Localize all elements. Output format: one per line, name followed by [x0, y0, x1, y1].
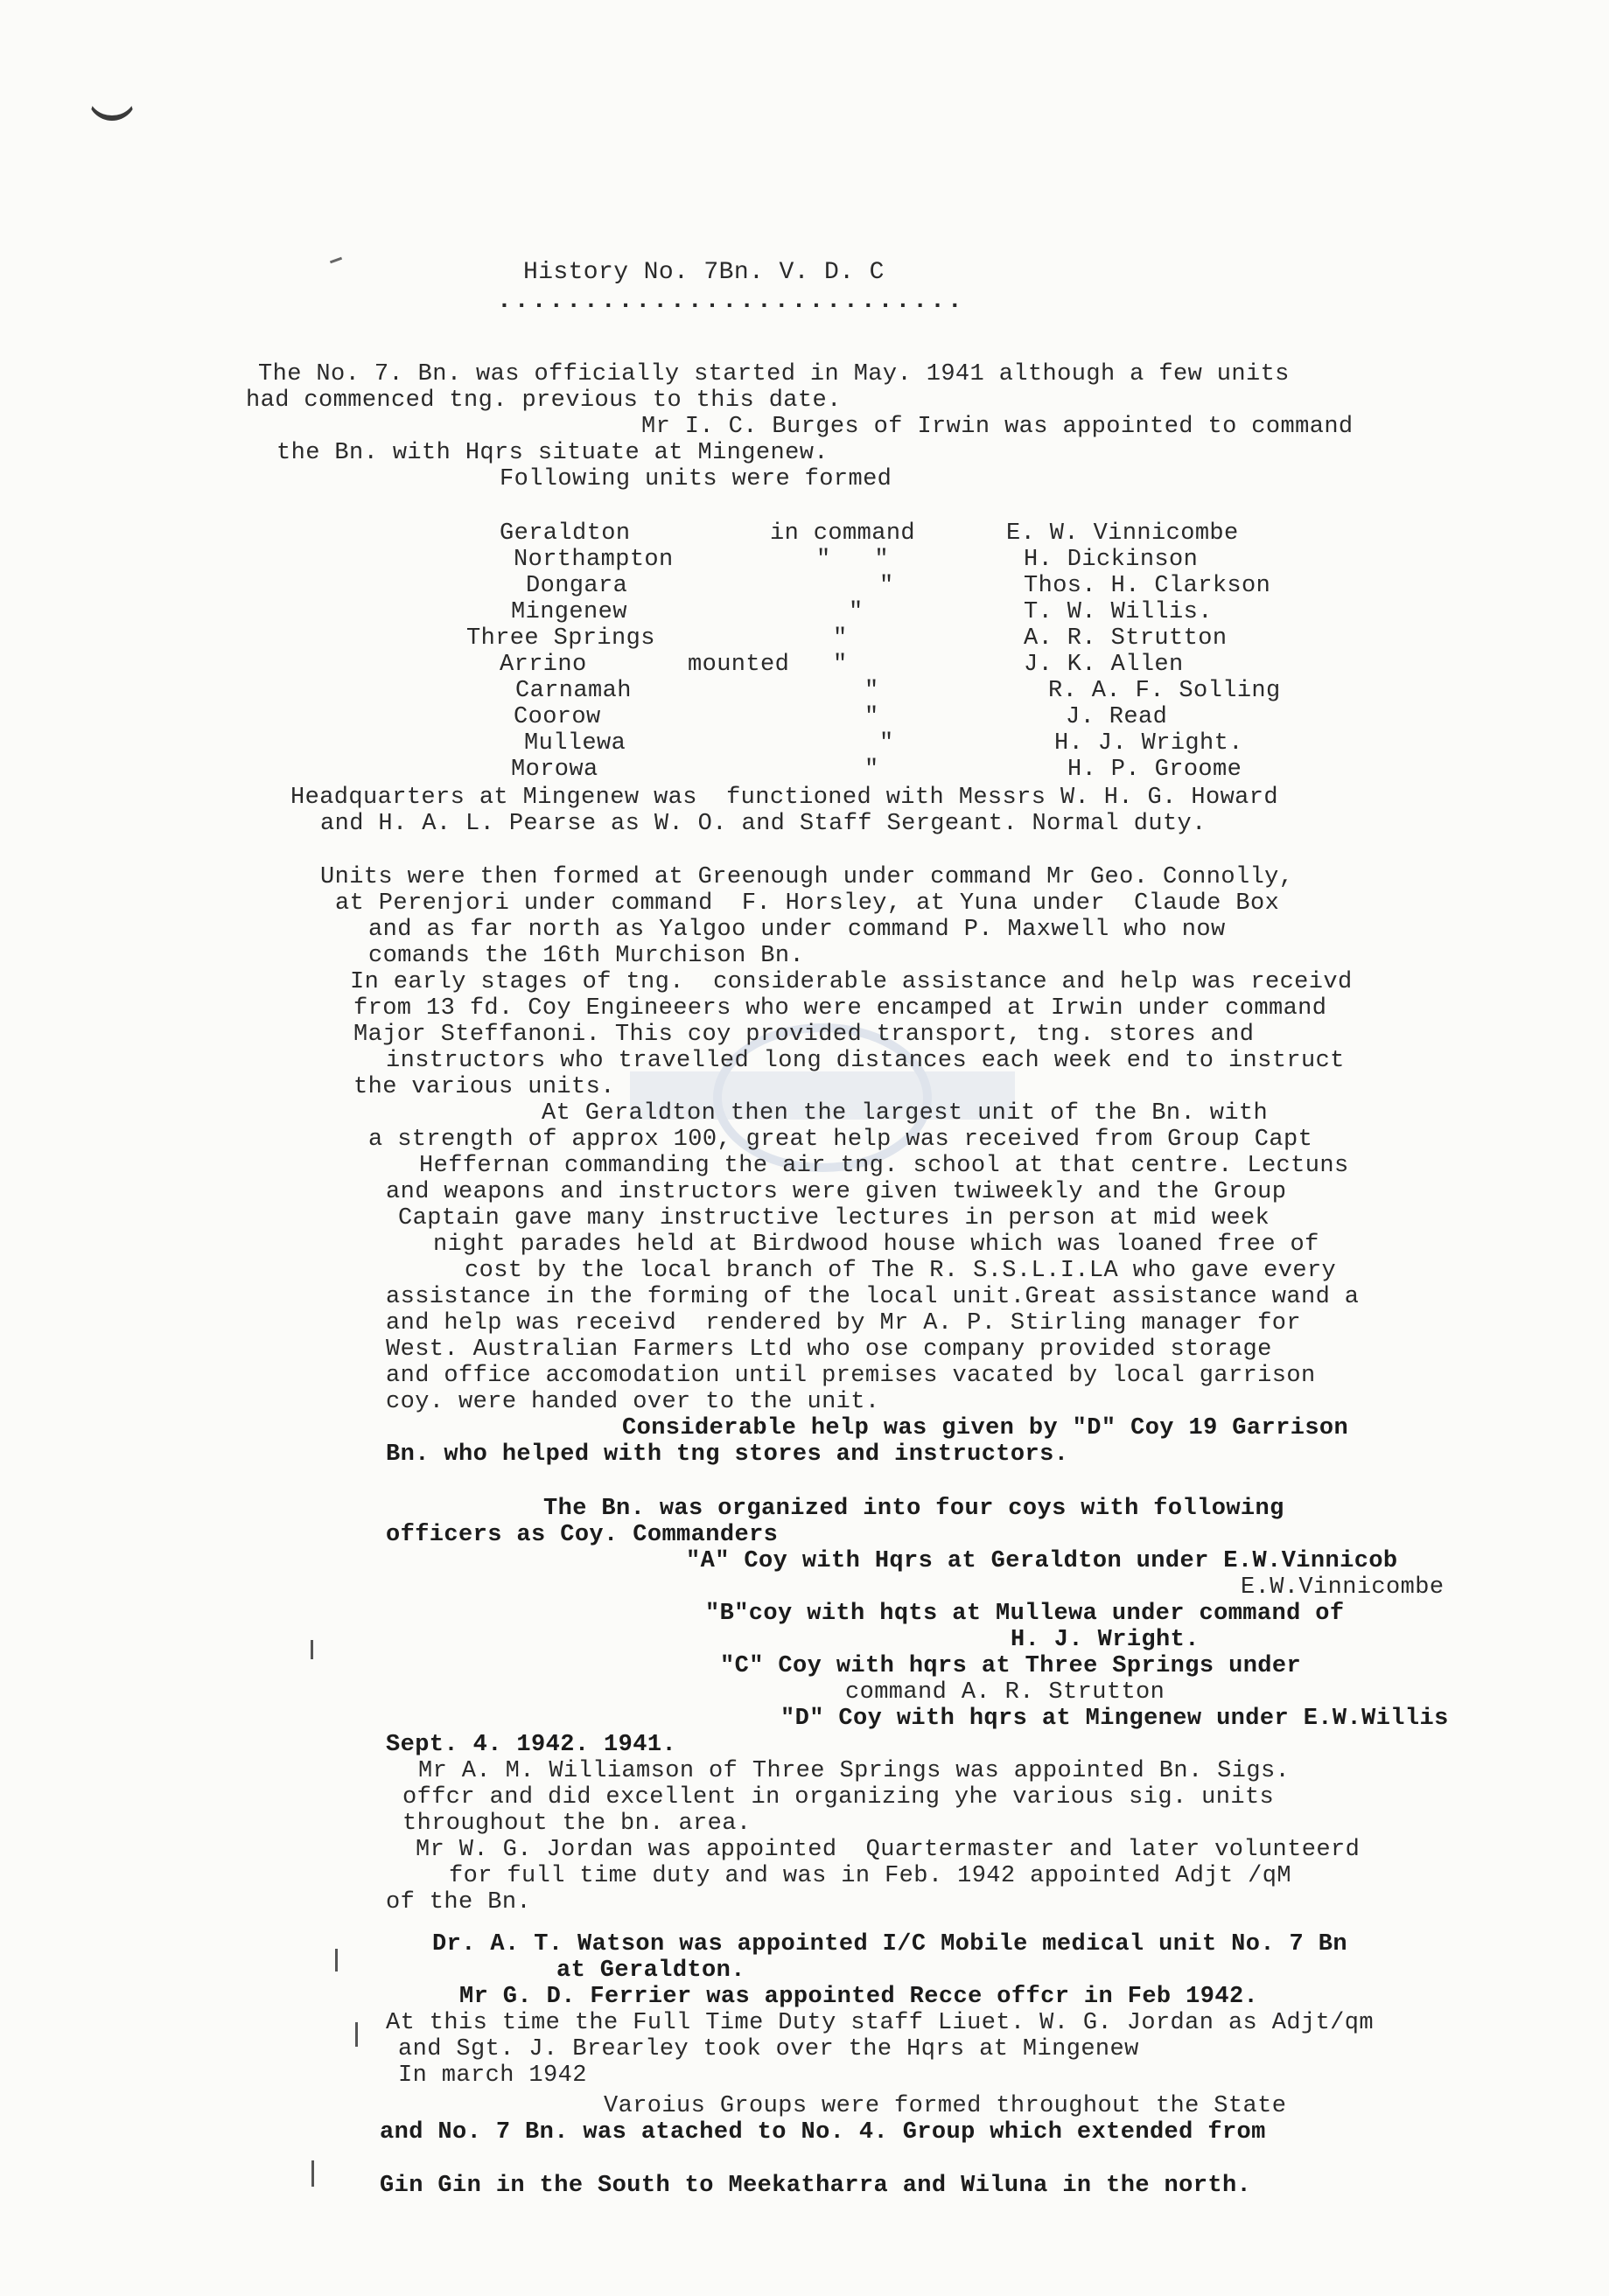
body-line: at Perenjori under command F. Horsley, at Yuna under Claude Box: [335, 890, 1280, 917]
margin-mark: [311, 2160, 314, 2187]
body-line: coy. were handed over to the unit.: [386, 1389, 880, 1415]
unit-status: ": [864, 757, 879, 783]
body-line: Mr W. G. Jordan was appointed Quartermaster and later volunteerd: [416, 1837, 1361, 1863]
unit-commander: J. Read: [1066, 704, 1168, 730]
body-line: West. Australian Farmers Ltd who ose company provided storage: [386, 1336, 1272, 1363]
document-title: History No. 7Bn. V. D. C: [523, 259, 885, 286]
body-line: Mr A. M. Williamson of Three Springs was appointed Bn. Sigs.: [418, 1758, 1291, 1784]
body-line: night parades held at Birdwood house which was loaned free of: [433, 1232, 1319, 1258]
body-line: At Geraldton then the largest unit of the Bn. with: [542, 1100, 1269, 1127]
body-line: at Geraldton.: [556, 1958, 745, 1984]
body-line: throughout the bn. area.: [402, 1811, 752, 1837]
unit-place: Mullewa: [524, 730, 626, 757]
title-separator: ...........................: [497, 288, 965, 315]
body-line: the various units.: [353, 1074, 615, 1100]
intro-line: Following units were formed: [500, 466, 892, 492]
body-line: At this time the Full Time Duty staff Liuet. W. G. Jordan as Adjt/qm: [386, 2010, 1374, 2036]
body-line: offcr and did excellent in organizing yhe various sig. units: [402, 1784, 1275, 1811]
coy-d-line: "D" Coy with hqrs at Mingenew under E.W.Willis: [780, 1706, 1449, 1732]
unit-place: Dongara: [526, 573, 628, 599]
body-line: Major Steffanoni. This coy provided transport, tng. stores and: [353, 1022, 1255, 1048]
unit-status: ": [864, 704, 879, 730]
intro-line: the Bn. with Hqrs situate at Mingenew.: [276, 440, 829, 466]
body-line: for full time duty and was in Feb. 1942 appointed Adjt /qM: [449, 1863, 1291, 1889]
body-line: Headquarters at Mingenew was functioned with Messrs W. H. G. Howard: [290, 785, 1278, 811]
pen-tick-mark: [330, 257, 342, 264]
unit-status: mounted ": [688, 652, 848, 678]
body-line: and office accomodation until premises vacated by local garrison: [386, 1363, 1316, 1389]
unit-commander: Thos. H. Clarkson: [1024, 573, 1271, 599]
unit-status: ": [879, 730, 894, 757]
margin-mark: [335, 1949, 338, 1971]
unit-commander: T. W. Willis.: [1024, 599, 1213, 625]
body-line: officers as Coy. Commanders: [386, 1522, 779, 1548]
unit-status: ": [833, 625, 848, 652]
punch-hole-mark: [87, 80, 136, 121]
unit-commander: J. K. Allen: [1024, 652, 1184, 678]
unit-place: Carnamah: [515, 678, 632, 704]
coy-a-commander: E.W.Vinnicombe: [1241, 1574, 1445, 1601]
body-line: from 13 fd. Coy Engineeers who were encamped at Irwin under command: [353, 995, 1327, 1022]
unit-place: Mingenew: [511, 599, 627, 625]
unit-commander: H. P. Groome: [1067, 757, 1242, 783]
unit-commander: H. Dickinson: [1024, 547, 1199, 573]
body-line: Heffernan commanding the air tng. school at that centre. Lectuns: [419, 1153, 1349, 1179]
body-line: and help was receivd rendered by Mr A. P. Stirling manager for: [386, 1310, 1301, 1336]
body-line: cost by the local branch of The R. S.S.L.I.LA who gave every: [465, 1258, 1337, 1284]
body-line: Mr G. D. Ferrier was appointed Recce offcr in Feb 1942.: [459, 1984, 1259, 2010]
coy-c-commander: command A. R. Strutton: [845, 1679, 1165, 1706]
coy-a-line: "A" Coy with Hqrs at Geraldton under E.W.Vinnicob: [686, 1548, 1398, 1574]
body-line: and Sgt. J. Brearley took over the Hqrs at Mingenew: [398, 2036, 1139, 2062]
body-line: Units were then formed at Greenough under command Mr Geo. Connolly,: [320, 864, 1294, 890]
unit-place: Morowa: [511, 757, 598, 783]
body-line: Varoius Groups were formed throughout the State: [604, 2093, 1287, 2119]
body-line: Bn. who helped with tng stores and instructors.: [386, 1441, 1069, 1468]
intro-line: Mr I. C. Burges of Irwin was appointed to command: [641, 414, 1354, 440]
unit-status: in command: [770, 520, 916, 547]
unit-place: Three Springs: [466, 625, 655, 652]
body-line: The Bn. was organized into four coys with following: [543, 1496, 1284, 1522]
unit-commander: E. W. Vinnicombe: [1006, 520, 1239, 547]
unit-place: Coorow: [514, 704, 601, 730]
unit-commander: R. A. F. Solling: [1048, 678, 1281, 704]
body-line: In early stages of tng. considerable assistance and help was receivd: [350, 969, 1353, 995]
unit-place: Northampton: [514, 547, 674, 573]
unit-status: ": [879, 573, 894, 599]
body-line: and H. A. L. Pearse as W. O. and Staff Sergeant. Normal duty.: [320, 811, 1207, 837]
coy-c-line: "C" Coy with hqrs at Three Springs under: [720, 1653, 1302, 1679]
body-line: and as far north as Yalgoo under command P. Maxwell who now: [368, 917, 1226, 943]
body-line: a strength of approx 100, great help was received from Group Capt: [368, 1127, 1313, 1153]
unit-commander: A. R. Strutton: [1024, 625, 1228, 652]
body-line: Dr. A. T. Watson was appointed I/C Mobile medical unit No. 7 Bn: [432, 1931, 1347, 1958]
body-line: comands the 16th Murchison Bn.: [368, 943, 805, 969]
unit-status: ": [864, 678, 879, 704]
unit-place: Geraldton: [500, 520, 631, 547]
margin-mark: [311, 1640, 313, 1659]
body-line: instructors who travelled long distances each week end to instruct: [386, 1048, 1345, 1074]
body-line: In march 1942: [398, 2062, 587, 2089]
body-line: of the Bn.: [386, 1889, 532, 1916]
intro-line: The No. 7. Bn. was officially started in May. 1941 although a few units: [258, 361, 1290, 387]
unit-status: " ": [816, 547, 890, 573]
margin-mark: [355, 2022, 358, 2047]
body-line: and No. 7 Bn. was atached to No. 4. Group which extended from: [380, 2119, 1266, 2146]
date-line: Sept. 4. 1942. 1941.: [386, 1732, 677, 1758]
body-line: Captain gave many instructive lectures in person at mid week: [398, 1205, 1270, 1232]
body-line: assistance in the forming of the local unit.Great assistance wand a: [386, 1284, 1360, 1310]
coy-b-line: "B"coy with hqts at Mullewa under command of: [705, 1601, 1345, 1627]
body-line: Gin Gin in the South to Meekatharra and Wiluna in the north.: [380, 2173, 1252, 2199]
unit-status: ": [849, 599, 864, 625]
intro-line: had commenced tng. previous to this date.: [246, 387, 842, 414]
body-line: Considerable help was given by "D" Coy 19 Garrison: [622, 1415, 1349, 1441]
coy-b-commander: H. J. Wright.: [1011, 1627, 1200, 1653]
unit-commander: H. J. Wright.: [1054, 730, 1243, 757]
unit-place: Arrino: [500, 652, 587, 678]
body-line: and weapons and instructors were given twiweekly and the Group: [386, 1179, 1287, 1205]
